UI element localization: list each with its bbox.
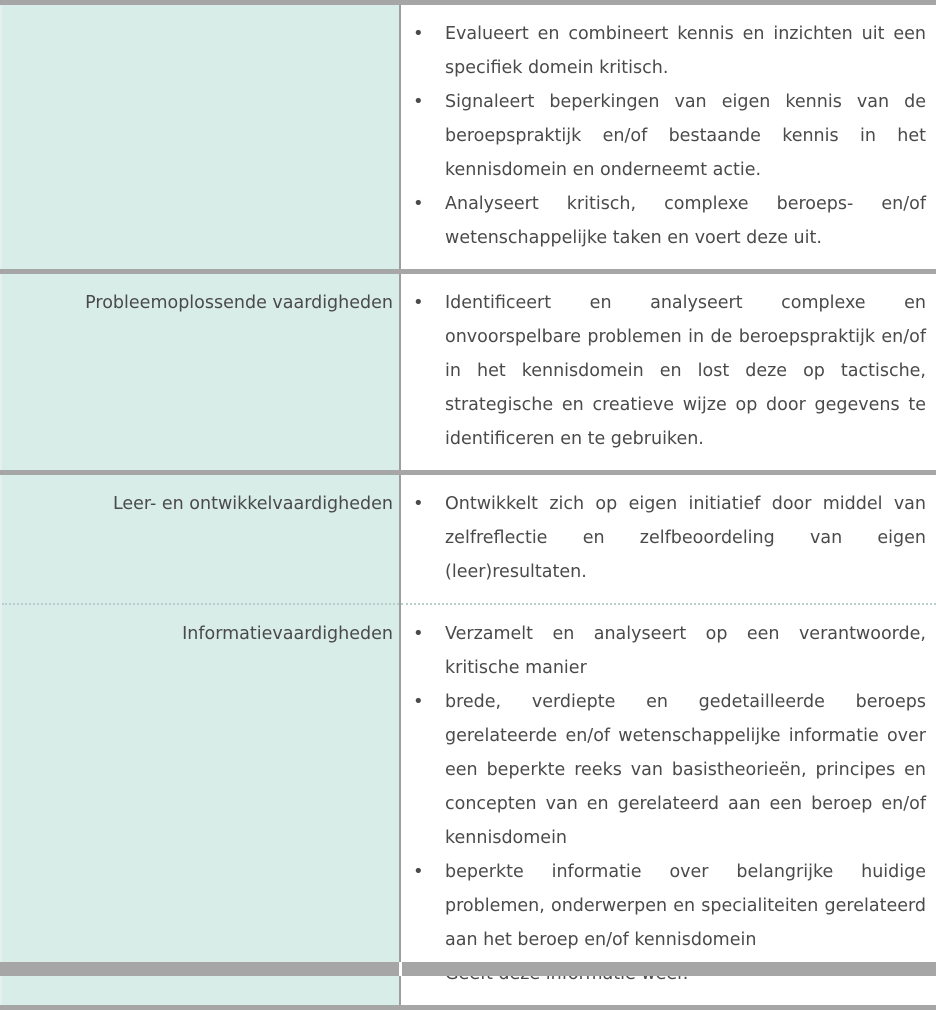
list-item [401, 685, 932, 855]
bullet-icon: • [413, 91, 424, 112]
list-item [401, 85, 932, 187]
list-item-text: Signaleert beperkingen van eigen kennis van de beroepspraktijk en/of bestaande kennis in het kennisdomein en onderneemt actie. [445, 92, 926, 180]
row-content-cell [400, 473, 936, 605]
row-content-cell [400, 3, 936, 272]
bullet-icon: • [413, 292, 424, 313]
table-body [1, 3, 936, 1008]
row-content-cell [400, 604, 936, 1008]
list-item [401, 187, 932, 255]
list-item-text: Evalueert en combineert kennis en inzichten uit een specifiek domein kritisch. [445, 24, 926, 78]
row-label-cell [1, 3, 400, 272]
list-item-text: beperkte informatie over belangrijke huidige problemen, onderwerpen en specialiteiten gerelateerd aan het beroep en/of kennisdomein [445, 862, 926, 950]
row-label-cell [1, 272, 400, 473]
bullet-icon: • [413, 861, 424, 882]
table-row [1, 604, 936, 1008]
table-row [1, 3, 936, 272]
row-label: Informatievaardigheden [182, 624, 393, 644]
row-label: Leer- en ontwikkelvaardigheden [112, 494, 393, 514]
list-item [401, 855, 932, 957]
row-content-cell [400, 272, 936, 473]
bullet-list [401, 617, 932, 991]
table-bottom-rule [0, 962, 936, 976]
list-item-text: Verzamelt en analyseert op een verantwoorde, kritische manier [445, 624, 926, 678]
row-label-cell [1, 473, 400, 605]
list-item [401, 487, 932, 589]
bullet-icon: • [413, 623, 424, 644]
list-item-text: Identificeert en analyseert complexe en onvoorspelbare problemen in de beroepspraktijk en/of in het kennisdomein en lost deze op tactische, strategische en creatieve wijze op door gegevens te identificeren en te gebruiken. [445, 293, 926, 449]
row-label: Probleemoplossende vaardigheden [85, 293, 393, 313]
list-item [401, 17, 932, 85]
list-item-text: Ontwikkelt zich op eigen initiatief door middel van zelfreflectie en zelfbeoordeling van eigen (leer)resultaten. [445, 494, 926, 582]
table-row [1, 272, 936, 473]
bullet-icon: • [413, 23, 424, 44]
bullet-list [401, 286, 932, 456]
list-item-text: brede, verdiepte en gedetailleerde beroeps gerelateerde en/of wetenschappelijke informatie over een beperkte reeks van basistheorieën, principes en concepten van en gerelateerd aan een beroep en/of kennisdomein [445, 692, 926, 848]
bullet-icon: • [413, 493, 424, 514]
list-item-text: Analyseert kritisch, complexe beroeps- en/of wetenschappelijke taken en voert deze uit. [445, 194, 926, 248]
bullet-list [401, 487, 932, 589]
list-item [401, 617, 932, 685]
table-row [1, 473, 936, 605]
row-label-cell [1, 604, 400, 1008]
bullet-list [401, 17, 932, 255]
bullet-icon: • [413, 193, 424, 214]
list-item [401, 286, 932, 456]
column-divider-gap [399, 962, 402, 976]
bullet-icon: • [413, 691, 424, 712]
